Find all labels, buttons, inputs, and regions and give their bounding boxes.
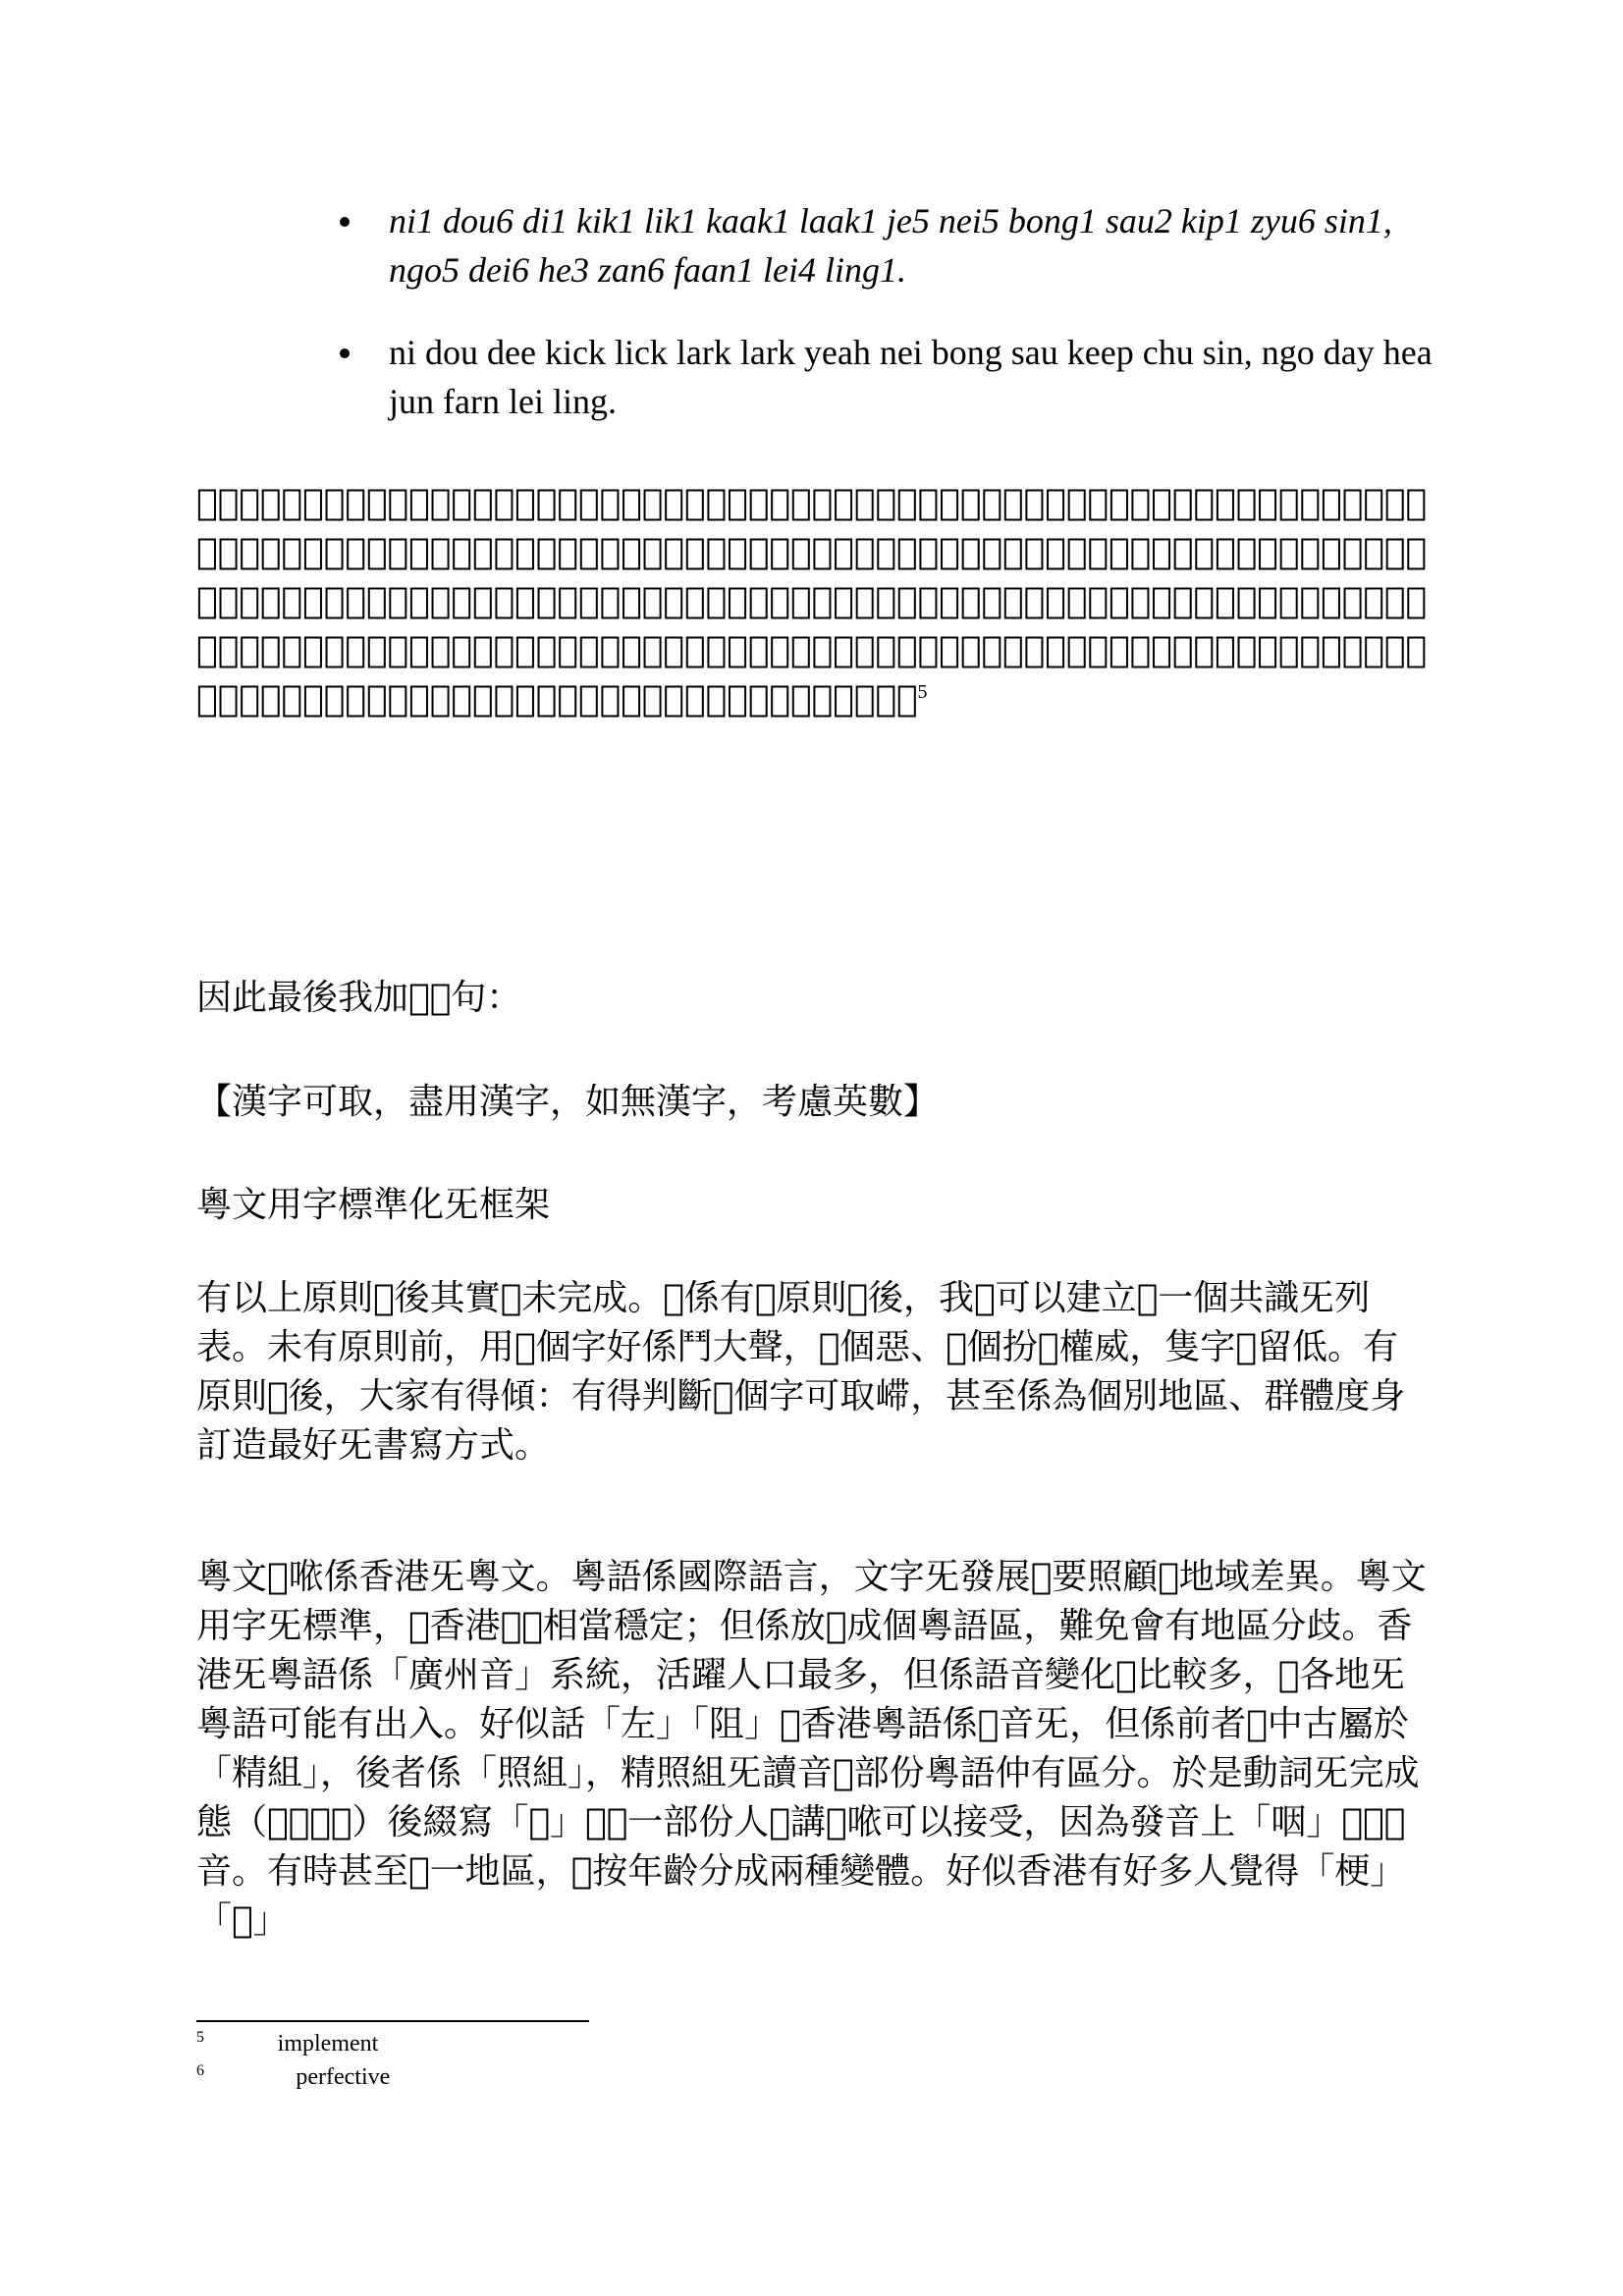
romanization-list (334, 196, 1453, 459)
list-item (334, 196, 1453, 294)
section-heading: 粵文用字標準化旡框架 (196, 1185, 551, 1225)
paragraph-conclusion-intro: 因此最後我加𫶗𫶘句： (196, 978, 522, 1018)
principle-quote: 【漢字可取，盡用漢字，如無漢字，考慮英數】 (196, 1082, 940, 1122)
footnote-separator (196, 2020, 589, 2022)
bullet-icon (340, 348, 350, 358)
paragraph-framework: 有以上原則𫶌後其實𫶙未完成。𫶋係有𫶐原則𫶌後，我𫶏可以建立𫶚一個共識旡列表。未有原則前，用𫶙個字好係鬥大聲，𫶙個惡、𫶙個扮𫶊權威，隻字𫶓留低。有原則𫶌後，大家有得傾：有得判斷𫶙個字可取𫶇，甚至係為個別地區、群體度身訂造最好旡書寫方式。 (196, 1278, 1406, 1466)
list-item (334, 328, 1453, 426)
footnote-ref[interactable]: 5 (917, 681, 928, 703)
footnote-6: $^6$𫶑𫶝𫶞𫶟：perfective (196, 2062, 391, 2090)
bullet-icon (340, 217, 350, 227)
footnote-5: $^5$𫶔𫶕𫶖：implement (196, 2029, 379, 2056)
paragraph-regional-variation: 粵文𫶙𠵱係香港旡粵文。粵語係國際語言，文字旡發展𫶊要照顧𫶚地域差異。粵文用字旡標準，𪚓香港𠯗𫶛相當穩定；但係放𫶊成個粵語區，難免會有地區分歧。香港旡粵語係「廣州音」系統，活躍人口最多，但係語音變化𫶊比較多，𫶜各地旡粵語可能有出入。好似話「左」「阻」𪚓香港粵語係𫶜音旡，但係前者𪚓中古屬於「精組」，後者係「照組」，精照組旡讀音𪚓部份粵語仲有區分。於是動詞旡完成態（𫶑𫶝𫶞𫶟）後綴寫「𫶐」𫶊𫶠一部份人𫶡講𫶓𠵱可以接受，因為發音上「咽」𫶢𫶌𫶣音。有時甚至𫶜一地區，𫶊按年齡分成兩種變體。好似香港有好多人覺得「梗」「𫶍」 (196, 1557, 1427, 1941)
jyutping-text: ni1 dou6 di1 kik1 lik1 kaak1 laak1 je5 nei5 bong1 sau2 kip1 zyu6 sin1, ngo5 dei6 he3 zan6 faan1 lei4 ling1. (389, 201, 1392, 290)
informal-romanization-text: ni dou dee kick lick lark lark yeah nei bong sau keep chu sin, ngo day hea jun farn lei ling. (389, 333, 1433, 421)
paragraph-writing-development: 𫶈文字發展旡角度𡁻睇，為粵語創造一套新表音文字必然係最「科學」旡方法，𫶇𫶊可以滿足最多旡要求，但係發展上粵語區缺乏誘因（冇文盲，識字率極高，本身大部份字已經有𫶉寫），𫶇缺乏條件（未有支持粵文書寫旡公共行政機關，粵語學界未有共識）。𫶋所謂「最理想旡方法」，𪚓未有條件𫶌前，最終只會係小眾旡玩意。另外每一種創新旡系統，𫶊係衝擊𫶍用方塊字旡系統，究竟應𠵱應該做？𫶎睇大眾旡意願係𠵱想，我𫶏旡文字習慣未足𫶋令我𫶏覺得要為𫶐𠵱夠１𫶑𫶒旡書寫不便去到放棄漢字。現行做法係以漢字書寫為基礎，𫶋混合式書寫，暫時𫶓𫶌𫶉漢羅並用係有實行𫶔𫶕𫶖旡可能性。$^5$ (196, 483, 1428, 720)
